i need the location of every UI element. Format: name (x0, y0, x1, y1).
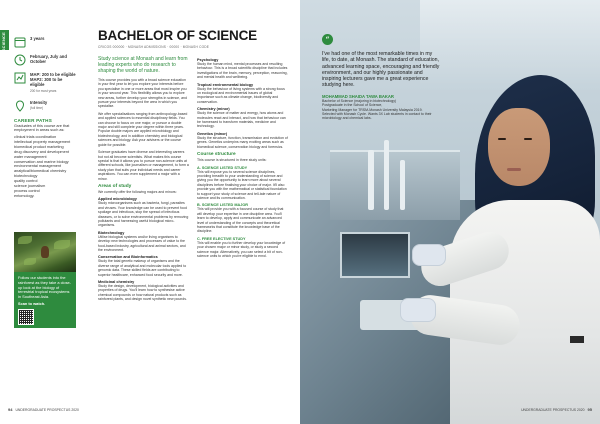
list-item: analytical/biomedical chemistry (14, 169, 67, 174)
structure-part-heading: C. FREE ELECTIVE STUDY (197, 236, 246, 241)
structure-intro: This course is structured in three study units: (197, 158, 267, 163)
equipment-window (340, 232, 410, 278)
list-item: drug discovery and development (14, 149, 69, 154)
entry-sub: 200 for most years (30, 88, 57, 93)
body-paragraph: Science graduates have diverse and interesting careers but not all become scientists. What makes this course special is that it allows you to pursue non-science units at different schools, like journalism or management, to form a study plan that suits your individual needs and career aspirations. You can even supplement a major with a minor. (98, 150, 189, 181)
eye (498, 138, 506, 140)
career-paths-heading: CAREER PATHS (14, 117, 52, 123)
lips (507, 168, 521, 171)
body-paragraph: This course provides you with a broad science education in your first year to let you explore your interests before you specialise in one or more areas that most inspire you in your second year. This flexibility allows you to explore new areas, further develop your strengths in science, and pursue your interests beyond the area in which you specialise. (98, 78, 187, 109)
lead-paragraph: Study science at Monash and learn from leading experts who do research to shaping the world of nature. (98, 56, 188, 74)
area-text: Study microorganisms such as bacteria, fungi, parasites and viruses. Your knowledge can be used to prevent food spoilage and infectious, stop the spread of infectious diseases, or to solve environmental problems by removing pollutants and harnessing useful biological micro-organisms. (98, 201, 189, 228)
list-item: environmental management (14, 164, 62, 169)
list-item: quality control (14, 179, 38, 184)
section-tab-label: SCIENCE (1, 32, 6, 52)
footer-left (8, 407, 79, 412)
glove (412, 244, 446, 266)
list-item: science journalism (14, 184, 46, 189)
area-heading: Genetics (minor) (197, 131, 228, 136)
info-entry (14, 72, 76, 94)
score-icon (14, 72, 26, 84)
structure-part-text: This will expose you to several science disciplines, providing breadth to your understanding of science and giving you the opportunity to learn more about several disciplines before finalising your choice of major. It'll also provide you with the mathematical or statistical foundation to support your study of science and tell-tale nature of science and its communication. (197, 169, 287, 200)
footer-right (521, 407, 592, 412)
mode-sub: (full time) (30, 106, 44, 111)
page-title: BACHELOR OF SCIENCE (98, 28, 257, 43)
mode-value: Intensity (30, 99, 48, 105)
structure-part-text: This will provide you with a focused course of study that will develop your expertise in one discipline area. You'll learn to develop, apply and communicate an advanced level of understanding of the concepts and theoretical frameworks that constitute the knowledge base of the discipline. (197, 207, 284, 234)
lab-background (420, 0, 600, 90)
info-duration (14, 36, 76, 48)
areas-heading: Areas of study (98, 183, 132, 189)
area-text: Study the design, development, biological activities and properties of drugs. You'll learn how to synthesise active chemical compounds or how natural products such as rainforest plants, and design novel synthetic new pounds. (98, 284, 187, 302)
area-text: Study the human mind, mental processes and resulting behaviour. This is a broad scientific discipline that includes investigations of the brain, memory, perception, reasoning, and mental health and wellbeing. (197, 62, 288, 80)
calendar-icon (14, 36, 26, 48)
area-heading: Conservation and Bioinformatics (98, 255, 158, 260)
info-intake (14, 54, 76, 66)
right-page (300, 0, 600, 424)
video-callout-text: Follow our students into the rainforest as they take a close-up look at the biology of terrestrial tropical ecosystems in Southeast Asia. (18, 275, 71, 300)
equipment-panel (330, 150, 460, 220)
intake-value: February, July and October (30, 54, 67, 65)
list-item: clinical trials coordination (14, 135, 57, 139)
area-text: Study the science of matter and energy, how atoms and molecules react and interact, and how that behaviour can be harnessed to transform materials, medicine and technology. (197, 111, 286, 129)
list-item: biotechnology (14, 174, 38, 179)
area-text: Study the behaviour of living systems with a strong focus on ecological and environmental issues of global importance such as climate change, biodiversity and conservation. (197, 86, 285, 104)
career-list (14, 135, 76, 199)
area-heading: Psychology (197, 58, 219, 62)
entry-value-2: MAP2: 300 to be eligible (30, 77, 63, 88)
duration-value: 3 years (30, 36, 45, 41)
entry-value-1: MAP: 200 to be eligible (30, 72, 76, 77)
structure-part-heading: B. SCIENCE LISTED MAJOR (197, 203, 249, 208)
area-heading: Tropical environmental biology (197, 82, 254, 87)
area-text: Utilise biological systems and/or living organisms to develop new technologies and processes of value to the food-based industry, agricultural and animal sectors, and the environment. (98, 234, 186, 252)
area-text: Study the total genetic makeup of organisms and the diverse range of analytical and molecular tools applied to genomic data. These skilled fields are contributing to superior healthcare, enhanced food security and more. (98, 259, 187, 277)
scientist-face (488, 108, 550, 186)
structure-part-text: This will enable you to further develop your knowledge of your chosen major or minor study, or study a second science major. Alternatively, you can select a bit of non-science units to which you're eligible to enrol. (197, 240, 286, 258)
list-item: intellectual property management (14, 139, 71, 144)
testimonial-detail: Bachelor of Science (majoring in biotechnology) Postgraduate in the School of Science, Marketing Manager for TRSM-Monash University Malaysia 2019. Selected with Monash Cycle. Wants 3X Lab students in contact to their microbiology and chemical labs. (322, 98, 432, 121)
tube (384, 140, 389, 210)
testimonial (322, 34, 440, 121)
section-tab (0, 30, 9, 50)
tube (368, 150, 374, 210)
tube (400, 160, 405, 210)
structure-part-heading: A. SCIENCE LISTED STUDY (197, 165, 248, 170)
areas-intro: We currently offer the following majors and minors: (98, 189, 177, 194)
list-item: entomology. (14, 193, 35, 198)
content-column-2 (197, 56, 288, 305)
testimonial-quote: I've had one of the most remarkable times in my life, to date, at Monash. The standard of education, advanced learning space, encouraging and friendly environment, and our highly passionate and inspiring lecturers gave me a great experience studying here. (322, 51, 440, 89)
list-item: biomedical product marketing (14, 144, 64, 149)
page-number: 95 (587, 407, 592, 412)
footer-text: UNDERGRADUATE PROSPECTUS 2020 (15, 408, 79, 412)
video-callout-cta: Scan to watch. (18, 300, 46, 306)
area-text: Study the structure, function, transmission and evolution of genes. Genetics underpins many exciting areas such as biomedical science, conservation biology and forensics. (197, 135, 288, 149)
career-paths-intro: Graduates of this course are that employment in areas such as: (14, 123, 70, 133)
content-column-1 (98, 56, 189, 305)
location-icon (14, 100, 26, 112)
eye (524, 138, 532, 140)
qr-code[interactable] (18, 309, 34, 325)
primate-figure (41, 246, 49, 258)
body-paragraph: We offer specialisations ranging from anthropology-based and applied sciences to essential disciplinary fields. You can choose to focus on one major, or pursue a double major and still complete your degree within three years. Popular double majors are applied microbiology and biotechnology, and in addition chemistry and biological sciences and biology. Ask your advisers or the course guide for possible. (98, 111, 188, 147)
id-badge (570, 336, 584, 343)
structure-heading: Course structure (197, 152, 236, 158)
footer-text: UNDERGRADUATE PROSPECTUS 2020 (521, 408, 585, 412)
glove (400, 298, 436, 322)
rainforest-photo (14, 232, 76, 272)
course-codes: CRICOS 000000 · MONASH ADMISSIONS · 00000 · MONASH CODE (98, 45, 210, 49)
list-item: water management (14, 154, 47, 159)
page-number: 94 (8, 407, 13, 412)
quote-icon: “ (322, 34, 333, 45)
area-heading: Applied microbiology (98, 197, 137, 202)
area-heading: Biotechnology (98, 230, 125, 235)
main-content (98, 28, 288, 305)
list-item: conservation and marine biology (14, 159, 69, 164)
clock-icon (14, 54, 26, 66)
info-mode (14, 100, 76, 112)
area-heading: Medicinal chemistry (98, 280, 135, 285)
testimonial-name: MOHAMMAD SHAIDA TAWA BAKAR (322, 93, 394, 99)
area-heading: Chemistry (minor) (197, 107, 230, 112)
list-item: process control (14, 188, 40, 193)
